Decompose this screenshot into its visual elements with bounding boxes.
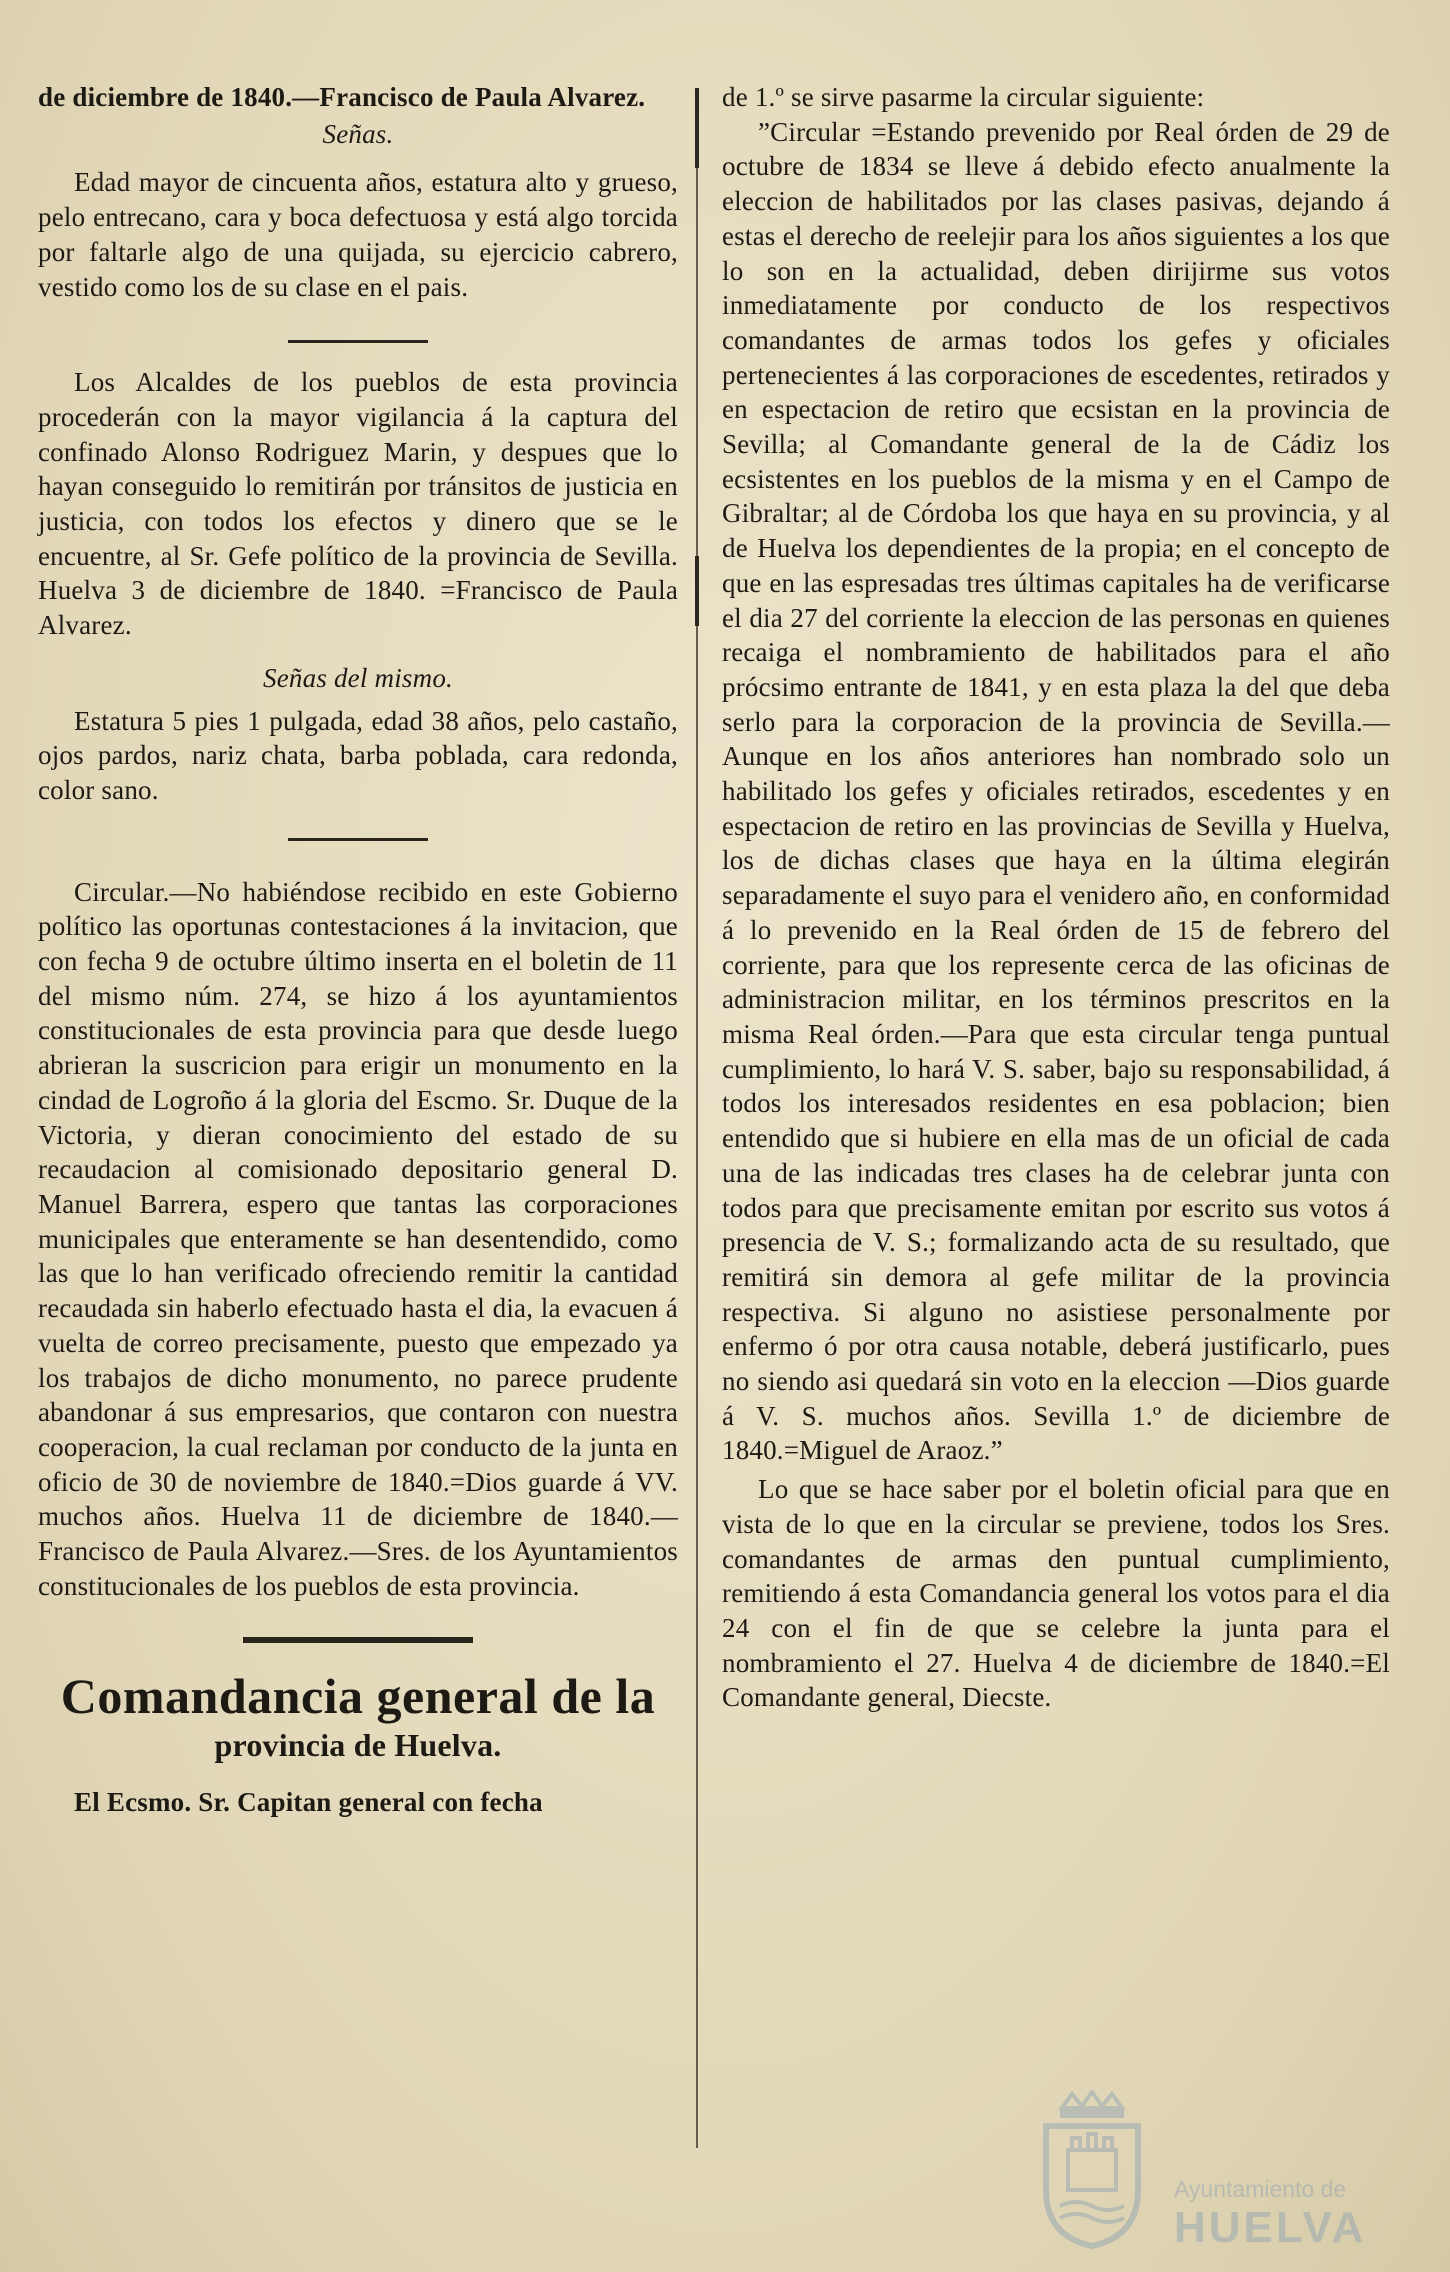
watermark-line1: Ayuntamiento de xyxy=(1174,2176,1347,2202)
right-column xyxy=(722,80,1390,1715)
circular-paragraph: Circular.—No habiéndose recibido en este Gobierno político las oportunas contestaciones á la invitacion, que con fecha 9 de octubre último inserta en el boletin de 11 del mismo núm. 274, se hizo á los ayuntamientos constitucionales de esta provincia para que desde luego abrieran la suscricion para erigir un monumento en la cindad de Logroño á la gloria del Escmo. Sr. Duque de la Victoria, y dieran conocimiento del estado de su recaudacion al comisionado depositario general D. Manuel Barrera, espero que tantas las corporaciones municipales que enteramente se han desentendido, como las que lo han verificado ofreciendo remitir la cantidad recaudada sin haberlo efectuado hasta el dia, la evacuen á vuelta de correo precisamente, puesto que empezado ya los trabajos de dicho monumento, no parece prudente abandonar á sus empresarios, que contaron con nuestra cooperacion, la cual reclaman por conducto de la junta en oficio de 30 de noviembre de 1840.=Dios guarde á VV. muchos años. Huelva 11 de diciembre de 1840.—Francisco de Paula Alvarez.—Sres. de los Ayuntamientos constitucionales de los pueblos de esta provincia. xyxy=(38,876,678,1601)
section-thick-rule xyxy=(243,1637,473,1643)
comandancia-heading: Comandancia general de la xyxy=(60,1668,656,1725)
watermark-line2: HUELVA xyxy=(1174,2203,1367,2252)
senas-title: Señas. xyxy=(322,118,394,149)
section-rule xyxy=(288,838,428,841)
ayuntamiento-watermark xyxy=(1032,2080,1402,2250)
ecsmo-paragraph: El Ecsmo. Sr. Capitan general con fecha xyxy=(74,1787,543,1818)
left-column xyxy=(38,80,678,1820)
closing-paragraph: Lo que se hace saber por el boletin oficial para que en vista de lo que en la circular se previene, todos los Sres. comandantes de armas den puntual cumplimiento, remitiendo á esta Comandancia general los votos para el dia 24 con el fin de que se celebre la junta para el nombramiento el 27. Huelva 4 de diciembre de 1840.=El Comandante general, Diecste. xyxy=(722,1474,1390,1713)
senas-paragraph: Edad mayor de cincuenta años, estatura alto y grueso, pelo entrecano, cara y boca defectuosa y está algo torcida por faltarle algo de una quijada, su ejercicio cabrero, vestido como los de su clase en el pais. xyxy=(38,167,678,302)
column-divider xyxy=(696,88,698,2148)
alcaldes-paragraph: Los Alcaldes de los pueblos de esta provincia procederán con la mayor vigilancia á la captura del confinado Alonso Rodriguez Marin, y despues que lo hayan conseguido lo remitirán por tránsitos de justicia en justicia, con todos los efectos y dinero que se le encuentre, al Sr. Gefe político de la provincia de Sevilla. Huelva 3 de diciembre de 1840. =Francisco de Paula Alvarez. xyxy=(38,367,678,641)
coat-of-arms-icon xyxy=(1032,2090,1152,2250)
senas-mismo-title: Señas del mismo. xyxy=(263,662,453,693)
column-divider-mark xyxy=(695,556,699,626)
section-rule xyxy=(288,340,428,343)
right-opening-line: de 1.º se sirve pasarme la circular siguiente: xyxy=(722,82,1205,112)
circular-quote-paragraph: ”Circular =Estando prevenido por Real órden de 29 de octubre de 1834 se lleve á debido efecto anualmente la eleccion de habilitados por las clases pasivas, dejando á estas el derecho de reelejir para los años siguientes a los que lo son en la actualidad, deben dirijirme sus votos inmediatamente por conducto de los respectivos comandantes de armas todos los gefes y oficiales pertenecientes á las corporaciones de escedentes, retirados y en espectacion de retiro que ecsistan en la provincia de Sevilla; al Comandante general de la de Cádiz los ecsistentes en los pueblos de la misma y en el Campo de Gibraltar; al de Córdoba los que haya en su provincia, y al de Huelva los dependientes de la propia; en el concepto de que en las espresadas tres últimas capitales ha de verificarse el dia 27 del corriente la eleccion de las personas en quienes recaiga el nombramiento de habilitados para el año prócsimo entrante de 1841, y en esta plaza la del que deba serlo para la corporacion de la provincia de Sevilla.—Aunque en los años anteriores han nombrado solo un habilitado los gefes y oficiales retirados, escedentes y en espectacion de retiro en las provincias de Sevilla y Huelva, los de dichas clases que haya en la última elegirán separadamente el suyo para el venidero año, en conformidad á lo prevenido en la Real órden de 15 de febrero del corriente, para que los represente cerca de las oficinas de administracion militar, en los términos prescritos en la misma Real órden.—Para que esta circular tenga puntual cumplimiento, lo hará V. S. saber, bajo su responsabilidad, á todos los interesados residentes en esa poblacion; bien entendido que si hubiere en ella mas de un oficial de cada una de las indicadas tres clases ha de celebrar junta con todos para que precisamente emitan por escrito sus votos á presencia de V. S.; formalizando acta de su resultado, que remitirá sin demora al gefe militar de la provincia respectiva. Si alguno no asistiese personalmente por enfermo ó por otra causa notable, deberá justificarlo, pues no siendo asi quedará sin voto en la eleccion —Dios guarde á V. S. muchos años. Sevilla 1.º de diciembre de 1840.=Miguel de Araoz.” xyxy=(722,116,1390,1466)
senas-mismo-paragraph: Estatura 5 pies 1 pulgada, edad 38 años, pelo castaño, ojos pardos, nariz chata, barba poblada, cara redonda, color sano. xyxy=(38,705,678,805)
left-opening-signature: de diciembre de 1840.—Francisco de Paula Alvarez. xyxy=(38,82,646,112)
column-divider-mark xyxy=(695,88,699,168)
comandancia-subheading: provincia de Huelva. xyxy=(214,1727,502,1764)
